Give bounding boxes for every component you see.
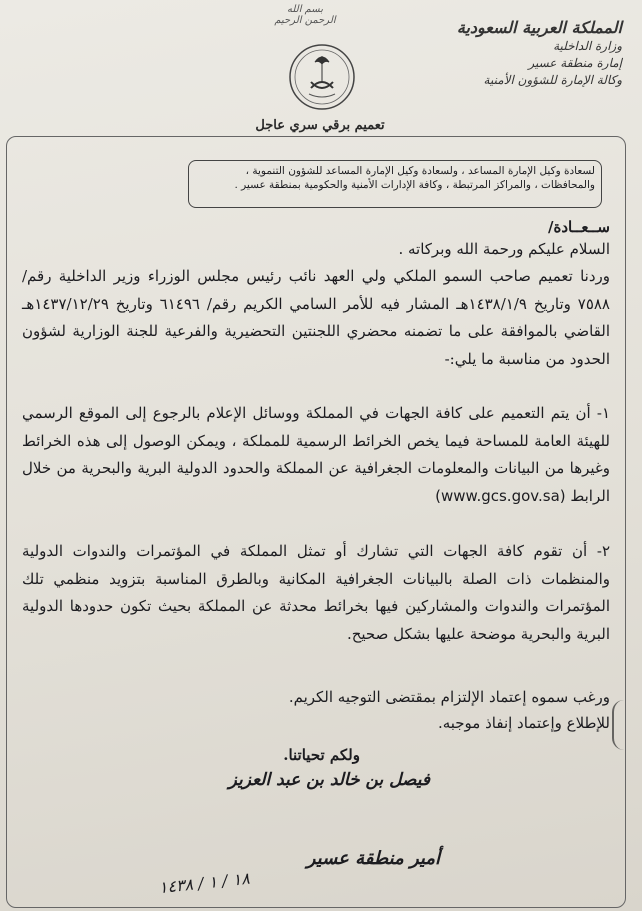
salutation: ســعــادة/ [548,218,610,236]
intro-paragraph: وردنا تعميم صاحب السمو الملكي ولي العهد نائب رئيس مجلس الوزراء وزير الداخلية رقم/ ٧٥٨٨ وتاريخ ١٤٣٨/١/٩هـ المشار فيه للأمر السامي الكريم رقم/ ٦١٤٩٦ وتاريخ ١٤٣٧/١٢/٢٩هـ القاضي بالموافقة على ما تضمنه محضري اللجنتين التحضيرية والفرعية للجنة الوزارية لشؤون الحدود من مناسبة ما يلي:- [22,267,610,368]
closing-line-1: ورغب سموه إعتماد الإلتزام بمقتضى التوجيه الكريم. [288,688,610,706]
addressee-box: لسعادة وكيل الإمارة المساعد ، ولسعادة وكيل الإمارة المساعد للشؤون التنموية ، والمحافظات ، والمراكز المرتبطة ، وكافة الإدارات الأمنية والحكومية بمنطقة عسير . [188,160,602,208]
item-2-paragraph: ٢- أن تقوم كافة الجهات التي تشارك أو تمثل المملكة في المؤتمرات والندوات الدولية والمنظمات ذات الصلة بالبيانات الجغرافية المكانية وبالطرق المناسبة بتزويد منظمي تلك المؤتمرات والندوات والمشاركين فيها بخرائط محدثة عن المملكة بحيث تكون حدودها الدولية البرية والبحرية موضحة عليها بشكل صحيح. [22,542,610,643]
margin-handwriting-mark [612,700,638,750]
handwritten-date: ١٨ / ١ / ١٤٣٨ [157,868,251,898]
letterhead-line-agency: وكالة الإمارة للشؤون الأمنية [483,73,622,87]
saudi-emblem-icon [287,42,357,112]
closing-line-2: للإطلاع وإعتماد إنفاذ موجبه. [437,714,610,732]
item-1-text: ١- أن يتم التعميم على كافة الجهات في المملكة ووسائل الإعلام بالرجوع إلى الموقع الرسمي للهيئة العامة للمساحة فيما يخص الخرائط الرسمية للمملكة ، ويمكن الوصول إلى هذه الخرائط وغيرها من البيانات والمعلومات الجغرافية عن المملكة والحدود الدولية البرية والبحرية من خلال الرابط [22,404,611,505]
signatory-title: أمير منطقة عسير [306,848,440,869]
signatory-name: فيصل بن خالد بن عبد العزيز [228,770,430,790]
letterhead-line-ministry: وزارة الداخلية [553,39,622,53]
letterhead-org-block [412,18,622,89]
letterhead-line-emirate: إمارة منطقة عسير [528,56,622,70]
item-1-paragraph [22,400,610,510]
basmala-calligraphy: بسم الله الرحمن الرحيم [274,4,336,26]
gcs-website-link: (www.gcs.gov.sa) [435,486,566,505]
regards: ولكم تحياتنا. [283,746,360,764]
greeting: السلام عليكم ورحمة الله وبركاته . [398,240,610,258]
letterhead-line-country: المملكة العربية السعودية [456,18,622,37]
circular-title: تعميم برقي سري عاجل [255,118,385,133]
